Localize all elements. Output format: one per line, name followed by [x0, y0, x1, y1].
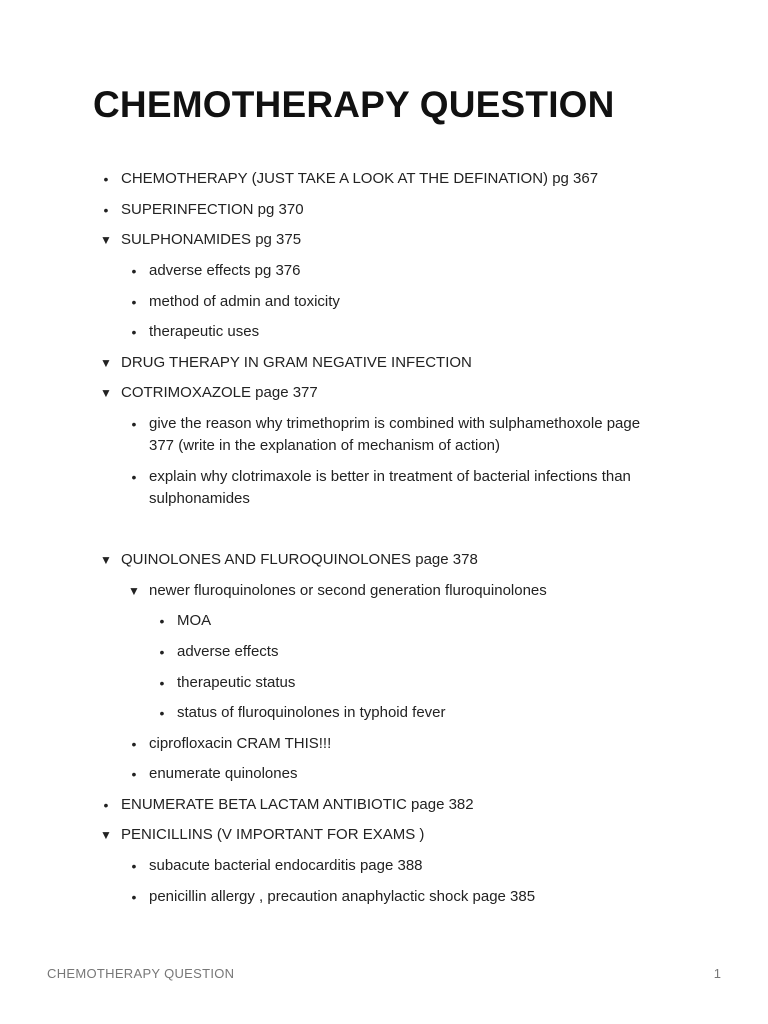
- toggle-list-item[interactable]: [100, 382, 681, 404]
- list-item: [103, 168, 681, 190]
- toggle-triangle-icon[interactable]: ▼: [100, 553, 112, 567]
- list-item: [131, 886, 669, 908]
- bullet-icon: •: [131, 416, 137, 432]
- page-title: CHEMOTHERAPY QUESTION: [93, 84, 615, 125]
- toggle-triangle-icon[interactable]: ▼: [100, 233, 112, 247]
- bullet-icon: •: [131, 766, 137, 782]
- list-item: [131, 413, 669, 457]
- list-item: [103, 199, 681, 221]
- toggle-triangle-icon[interactable]: ▼: [128, 584, 140, 598]
- toggle-triangle-icon[interactable]: ▼: [100, 356, 112, 370]
- list-item: [131, 855, 669, 877]
- list-item-text: status of fluroquinolones in typhoid fever: [177, 704, 446, 721]
- toggle-list-item[interactable]: [100, 229, 681, 251]
- toggle-list-item[interactable]: [100, 549, 681, 571]
- bullet-icon: •: [159, 705, 165, 721]
- list-item-text: ENUMERATE BETA LACTAM ANTIBIOTIC page 382: [121, 796, 474, 813]
- list-item: [159, 702, 667, 724]
- list-item-text: therapeutic uses: [149, 323, 260, 340]
- bullet-icon: •: [159, 644, 165, 660]
- list-item-text: enumerate quinolones: [149, 765, 298, 782]
- list-item-text: adverse effects: [177, 643, 279, 660]
- toggle-list-item[interactable]: [100, 352, 681, 374]
- list-item-text: SULPHONAMIDES pg 375: [121, 231, 302, 248]
- bullet-icon: •: [131, 263, 137, 279]
- list-item-text: give the reason why trimethoprim is combined with sulphamethoxole page 377 (write in the explanation of mechanism of action): [149, 415, 641, 454]
- list-item-text: DRUG THERAPY IN GRAM NEGATIVE INFECTION: [121, 354, 472, 371]
- toggle-triangle-icon[interactable]: ▼: [100, 386, 112, 400]
- bullet-icon: •: [131, 889, 137, 905]
- bullet-icon: •: [131, 736, 137, 752]
- bullet-icon: •: [131, 469, 137, 485]
- list-item: [159, 641, 667, 663]
- list-item-text: explain why clotrimaxole is better in treatment of bacterial infections than sulphonamides: [149, 468, 631, 507]
- list-item-text: COTRIMOXAZOLE page 377: [121, 384, 318, 401]
- toggle-triangle-icon[interactable]: ▼: [100, 828, 112, 842]
- list-item: [131, 763, 669, 785]
- list-item-text: ciprofloxacin CRAM THIS!!!: [149, 735, 332, 752]
- bullet-icon: •: [131, 858, 137, 874]
- list-item: [131, 321, 669, 343]
- list-item: [131, 733, 669, 755]
- list-item: [103, 794, 681, 816]
- list-item: [131, 291, 669, 313]
- list-item-text: penicillin allergy , precaution anaphylactic shock page 385: [149, 888, 536, 905]
- list-item-text: subacute bacterial endocarditis page 388: [149, 857, 423, 874]
- list-item-text: therapeutic status: [177, 674, 296, 691]
- list-item: [159, 672, 667, 694]
- bullet-icon: •: [103, 797, 109, 813]
- list-item-text: newer fluroquinolones or second generation fluroquinolones: [149, 582, 547, 599]
- list-item-text: method of admin and toxicity: [149, 293, 340, 310]
- bullet-icon: •: [131, 324, 137, 340]
- list-item-text: SUPERINFECTION pg 370: [121, 201, 304, 218]
- bullet-icon: •: [103, 202, 109, 218]
- list-item: [131, 260, 669, 282]
- list-item: [159, 610, 667, 632]
- list-item: [131, 466, 669, 510]
- page-number: 1: [713, 966, 721, 981]
- bullet-icon: •: [159, 613, 165, 629]
- list-item-text: CHEMOTHERAPY (JUST TAKE A LOOK AT THE DEFINATION) pg 367: [121, 170, 599, 187]
- bullet-icon: •: [103, 171, 109, 187]
- bullet-icon: •: [131, 294, 137, 310]
- list-item-text: MOA: [177, 612, 212, 629]
- list-item-text: PENICILLINS (V IMPORTANT FOR EXAMS ): [121, 826, 425, 843]
- list-item-text: QUINOLONES AND FLUROQUINOLONES page 378: [121, 551, 478, 568]
- toggle-list-item[interactable]: [128, 580, 669, 602]
- footer-title: CHEMOTHERAPY QUESTION: [47, 966, 235, 981]
- bullet-icon: •: [159, 675, 165, 691]
- toggle-list-item[interactable]: [100, 824, 681, 846]
- list-item-text: adverse effects pg 376: [149, 262, 301, 279]
